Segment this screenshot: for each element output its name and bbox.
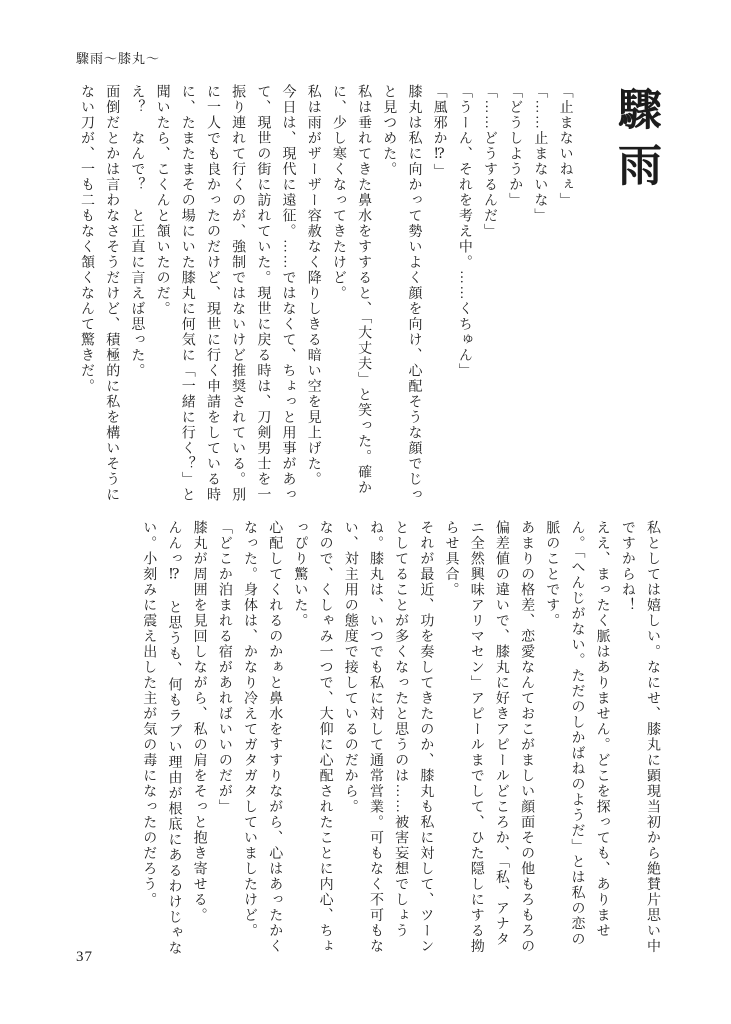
narrative-paragraph: 私は垂れてきた鼻水をすすると、「大丈夫」と笑った。確かに、少し寒くなってきたけど。 <box>330 84 372 496</box>
narrative-paragraph: あまりの格差、恋愛なんておこがましい顔面その他もろもろの偏差値の違いで、膝丸に好きアピールどころか、「私、アナタニ全然興味アリマセン」アピールまでして、ひた隠しにする拗らせ具合。 <box>443 520 535 954</box>
dialogue-line: 「どうしようか」 <box>507 84 523 208</box>
narrative-paragraph: 今日は、現代に遠征。……ではなくて、ちょっと用事があって、現世の街に訪れていた。現世に戻る時は、刀剣男士を一振り連れて行くのが、強制ではないけど推奨されている。別に一人でも良かったのだけど、現世に行く申請をしている時に、たまたまその場にいた膝丸に何気に「一緒に行く？」と聞いたら、こくんと頷いたのだ。 <box>154 84 296 503</box>
narrative-paragraph: なので、くしゃみ一つで、大仰に心配されたことに内心、ちょっぴり驚いた。 <box>292 520 333 954</box>
dialogue-line: 「止まないねぇ」 <box>557 84 573 208</box>
narrative-paragraph: ええ、まったく脈はありません。どこを探っても、ありません。「へんじがない。ただのしかばねのようだ」とは私の恋の脈のことです。 <box>544 520 610 947</box>
dialogue-line: 「……止まないな」 <box>532 84 548 224</box>
page-number: 37 <box>76 949 93 965</box>
narrative-paragraph: 膝丸が周囲を見回しながら、私の肩をそっと抱き寄せる。 <box>191 520 207 923</box>
dialogue-line: 「うーん、それを考え中。……くちゅん」 <box>456 84 472 379</box>
dialogue-line: 「風邪か⁉」 <box>431 84 447 179</box>
narrative-paragraph: それが最近、功を奏してきたのか、膝丸も私に対して、ツーンとしてることが多くなったと思うのは……被害妄想でしょうね。膝丸は、いつでも私に対して通常営業。可もなく不可もない、対主用の態度で接しているのだから。 <box>342 520 434 954</box>
story-section-bottom <box>59 520 665 958</box>
narrative-paragraph: 私は雨がザーザー容赦なく降りしきる暗い空を見上げた。 <box>305 84 321 487</box>
narrative-paragraph: んんっ⁉ と思うも、何もラブい理由が根底にあるわけじゃない。小刻みに震え出した主が気の毒になったのだろう。 <box>141 520 182 956</box>
narrative-paragraph: 面倒だとかは言わなさそうだけど、積極的に私を構いそうにない刀が、一も二もなく頷くなんて驚きだ。 <box>79 84 120 503</box>
dialogue-line: 「……どうするんだ」 <box>482 84 498 239</box>
narrative-paragraph: 膝丸は私に向かって勢いよく顔を向け、心配そうな顔でじっと見つめた。 <box>381 84 422 503</box>
dialogue-line: 「どこか泊まれる宿があればいいのだが」 <box>216 520 232 815</box>
narrative-paragraph: 心配してくれるのかぁと鼻水をすすりながら、心はあったかくなった。身体は、かなり冷えてガタガタしていましたけど。 <box>242 520 283 954</box>
narrative-paragraph: 私としては嬉しい。なにせ、膝丸に顕現当初から絶賛片思い中ですからね！ <box>619 520 660 954</box>
narrative-paragraph: え？ なんで？ と正直に言えば思った。 <box>129 84 145 379</box>
running-header: 驟雨〜膝丸〜 <box>76 51 161 66</box>
story-section-top <box>65 84 665 508</box>
story-title: 驟雨 <box>611 86 660 198</box>
